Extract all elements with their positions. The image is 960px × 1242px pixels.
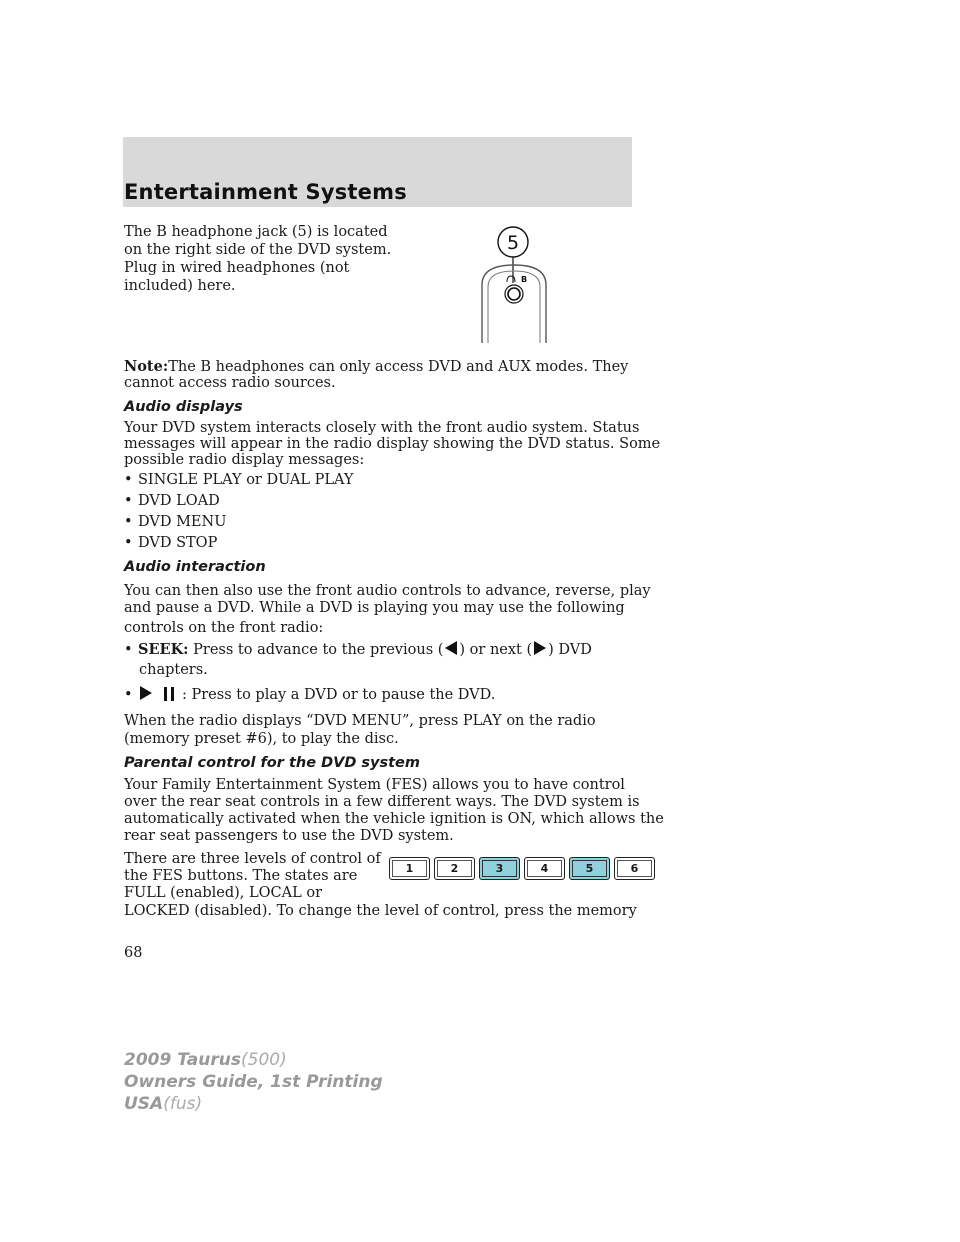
levels-line: the FES buttons. The states are: [124, 868, 358, 884]
footer-line: 2009 Taurus(500): [124, 1050, 287, 1070]
audio-displays-line: Your DVD system interacts closely with the front audio system. Status: [124, 420, 640, 436]
jack-paragraph-line: included) here.: [124, 278, 236, 294]
parental-line: rear seat passengers to use the DVD system.: [124, 828, 454, 844]
audio-displays-line: messages will appear in the radio display showing the DVD status. Some: [124, 436, 661, 452]
seek-item-continued: chapters.: [139, 662, 208, 678]
list-item: • SINGLE PLAY or DUAL PLAY: [124, 472, 354, 488]
footer-line: USA(fus): [124, 1094, 203, 1114]
note-label: Note:: [124, 358, 169, 375]
note-line: cannot access radio sources.: [124, 375, 336, 391]
preset-button-4: 4: [524, 857, 565, 880]
next-icon: [534, 641, 546, 655]
headphone-jack-figure: [470, 225, 580, 345]
jack-paragraph-line: The B headphone jack (5) is located: [124, 224, 388, 240]
audio-interaction-line: and pause a DVD. While a DVD is playing you may use the following: [124, 600, 625, 616]
footer-line: Owners Guide, 1st Printing: [124, 1072, 383, 1092]
menu-line: (memory preset #6), to play the disc.: [124, 731, 399, 747]
list-item: • DVD STOP: [124, 535, 218, 551]
previous-icon: [445, 641, 457, 655]
jack-inner-ring: [508, 288, 520, 300]
levels-line: LOCKED (disabled). To change the level of control, press the memory: [124, 903, 637, 919]
preset-button-1: 1: [389, 857, 430, 880]
jack-paragraph-line: on the right side of the DVD system.: [124, 242, 392, 258]
levels-line: FULL (enabled), LOCAL or: [124, 885, 323, 901]
note-line: Note:The B headphones can only access DVD and AUX modes. They: [124, 358, 629, 375]
parental-line: over the rear seat controls in a few different ways. The DVD system is: [124, 794, 640, 810]
audio-displays-line: possible radio display messages:: [124, 452, 365, 468]
audio-interaction-line: You can then also use the front audio controls to advance, reverse, play: [124, 583, 651, 599]
jack-label: B: [521, 275, 528, 284]
heading-audio-interaction: Audio interaction: [124, 559, 266, 575]
preset-button-6: 6: [614, 857, 655, 880]
jack-paragraph-line: Plug in wired headphones (not: [124, 260, 350, 276]
seek-label: SEEK:: [138, 641, 189, 658]
play-pause-item: • : Press to play a DVD or to pause the DVD.: [124, 687, 496, 703]
preset-button-2: 2: [434, 857, 475, 880]
list-item: • DVD MENU: [124, 514, 227, 530]
pause-icon: [164, 687, 176, 701]
page-number: 68: [124, 945, 143, 961]
memory-preset-figure: [389, 857, 655, 880]
levels-line: There are three levels of control of: [124, 851, 381, 867]
parental-line: automatically activated when the vehicle ignition is ON, which allows the: [124, 811, 664, 827]
heading-audio-displays: Audio displays: [124, 399, 243, 415]
seek-item: • SEEK: Press to advance to the previous ( ) or next ( ) DVD: [124, 641, 592, 658]
page-title: Entertainment Systems: [124, 180, 407, 204]
headphone-icon: [507, 276, 515, 282]
menu-line: When the radio displays “DVD MENU”, press PLAY on the radio: [124, 713, 596, 729]
preset-button-5: 5: [569, 857, 610, 880]
list-item: • DVD LOAD: [124, 493, 220, 509]
callout-number: 5: [506, 232, 520, 254]
parental-line: Your Family Entertainment System (FES) allows you to have control: [124, 777, 625, 793]
play-icon: [140, 686, 152, 700]
heading-parental-control: Parental control for the DVD system: [124, 755, 421, 771]
preset-button-3: 3: [479, 857, 520, 880]
audio-interaction-line: controls on the front radio:: [124, 620, 324, 636]
